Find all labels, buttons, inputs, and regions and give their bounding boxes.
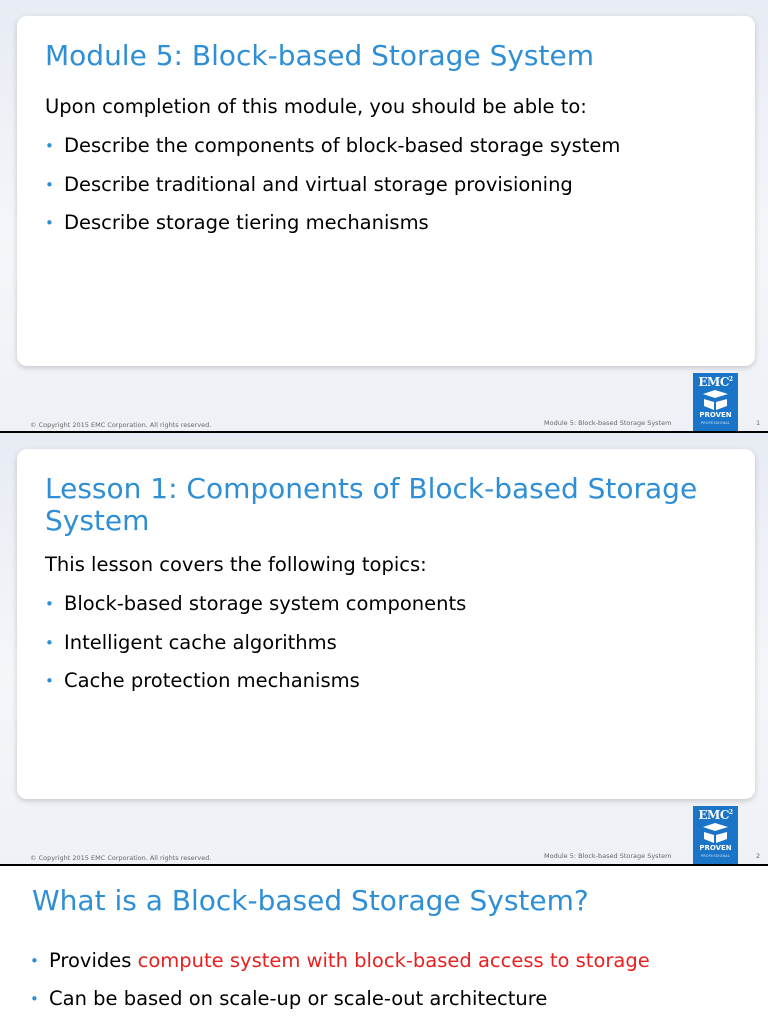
figure-icon — [701, 390, 730, 410]
copyright-footer: © Copyright 2015 EMC Corporation. All rights reserved. — [30, 854, 212, 862]
bullet-icon: • — [30, 952, 39, 970]
logo-brand: EMC$^2$ — [698, 375, 733, 389]
bullet-icon: • — [45, 595, 54, 613]
slide-1 — [0, 0, 768, 433]
list-item: • Can be based on scale-up or scale-out architecture — [30, 987, 548, 1010]
slide-title: What is a Block-based Storage System? — [32, 884, 589, 917]
logo-subtagline: PROFESSIONAL — [700, 854, 731, 858]
list-item: • Intelligent cache algorithms — [45, 630, 337, 654]
intro-text: This lesson covers the following topics: — [45, 553, 427, 576]
bullet-icon: • — [30, 990, 39, 1008]
content-card — [17, 449, 755, 799]
module-footer: Module 5: Block-based Storage System — [544, 419, 672, 427]
list-item: • Describe traditional and virtual storage provisioning — [45, 172, 573, 196]
logo-tagline: PROVEN — [699, 844, 732, 852]
bullet-icon: • — [45, 672, 54, 690]
slide-title: Lesson 1: Components of Block-based Storage System — [45, 472, 698, 537]
list-item: • Provides compute system with block-based access to storage — [30, 949, 650, 972]
content-card — [17, 16, 755, 366]
emc-proven-logo — [693, 373, 738, 433]
bullet-icon: • — [45, 214, 54, 232]
bullet-list — [45, 592, 466, 708]
slide-title: Module 5: Block-based Storage System — [45, 39, 594, 72]
page-number: 1 — [756, 419, 761, 427]
copyright-footer: © Copyright 2015 EMC Corporation. All rights reserved. — [30, 421, 212, 429]
list-item: • Block-based storage system components — [45, 592, 467, 615]
logo-tagline: PROVEN — [699, 411, 732, 419]
bullet-icon: • — [45, 633, 54, 652]
logo-brand: EMC$^2$ — [698, 808, 733, 822]
list-item: • Cache protection mechanisms — [45, 669, 360, 692]
slide-divider — [0, 864, 768, 866]
logo-subtagline: PROFESSIONAL — [700, 421, 731, 425]
slide-2 — [0, 433, 768, 866]
module-footer: Module 5: Block-based Storage System — [544, 852, 672, 860]
intro-text: Upon completion of this module, you should be able to: — [45, 95, 587, 118]
list-item: • Describe the components of block-based storage system — [45, 134, 621, 157]
highlighted-text: compute system with block-based access to storage — [137, 949, 650, 972]
bullet-list — [30, 949, 650, 1025]
list-item: • Describe storage tiering mechanisms — [45, 211, 429, 234]
emc-proven-logo — [693, 806, 738, 866]
bullet-list — [45, 134, 620, 250]
figure-icon — [701, 823, 730, 843]
bullet-icon: • — [45, 137, 54, 155]
bullet-icon: • — [45, 175, 54, 194]
page-number: 2 — [756, 852, 761, 860]
slide-3 — [0, 867, 768, 1024]
